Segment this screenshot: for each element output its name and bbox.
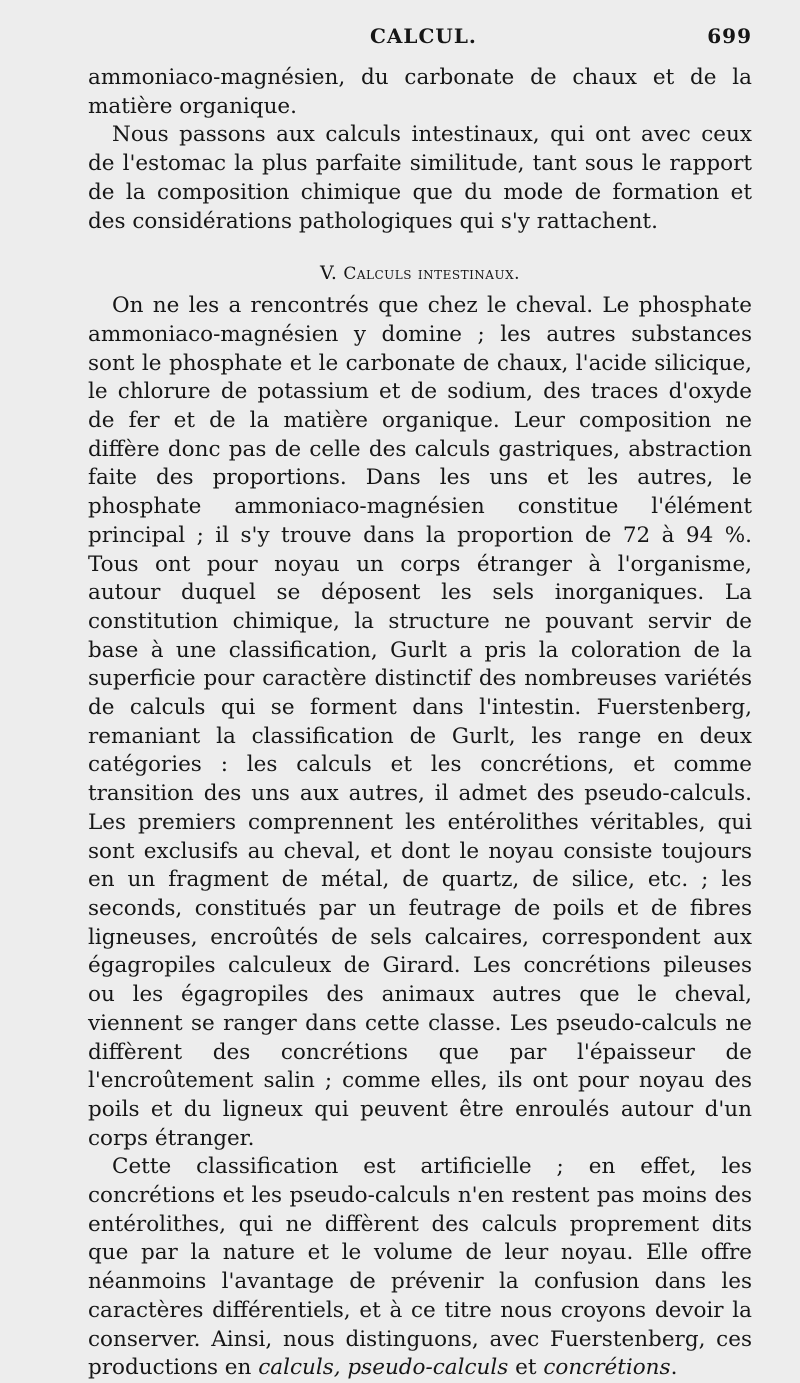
body-text (88, 64, 752, 1383)
section-title: Calculs intestinaux. (343, 264, 521, 285)
paragraph-intestinal-intro: Nous passons aux calculs intestinaux, qui ont avec ceux de l'estomac la plus parfaite similitude, tant sous le rapport de la composition chimique que du mode de formation et des considérations pathologiques qui s'y rattachent. (88, 122, 752, 234)
running-header (88, 24, 752, 64)
page-number: 699 (707, 24, 752, 48)
paragraph-classification-text: Cette classification est artificielle ; en effet, les concrétions et les pseudo-calculs n'en restent pas moins des entérolithes, qui ne diffèrent des calculs proprement dits que par la nature et le volume de leur noyau. Elle offre néanmoins l'avantage de prévenir la confusion dans les caractères différentiels, et à ce titre nous croyons devoir la conserver. Ainsi, nous distinguons, avec Fuerstenberg, ces productions en (88, 1154, 752, 1381)
paragraph-classification (88, 1153, 752, 1383)
final-period: . (670, 1355, 678, 1381)
paragraph-composition: On ne les a rencontrés que chez le cheval. Le phosphate ammoniaco-magnésien y domine ; les autres substances sont le phosphate et le carbonate de chaux, l'acide silicique, le chlorure de potassium et de sodium, des traces d'oxyde de fer et de la matière organique. Leur composition ne diffère donc pas de celle des calculs gastriques, abstraction faite des proportions. Dans les uns et les autres, le phosphate ammoniaco-magnésien constitue l'élément principal ; il s'y trouve dans la proportion de 72 à 94 %. Tous ont pour noyau un corps étranger à l'organisme, autour duquel se déposent les sels inorganiques. La constitution chimique, la structure ne pouvant servir de base à une classification, Gurlt a pris la coloration de la superficie pour caractère distinctif des nombreuses variétés de calculs qui se forment dans l'intestin. Fuerstenberg, remaniant la classification de Gurlt, les range en deux catégories : les calculs et les concrétions, et comme transition des uns aux autres, il admet des pseudo-calculs. Les premiers comprennent les entérolithes véritables, qui sont exclusifs au cheval, et dont le noyau consiste toujours en un fragment de métal, de quartz, de silice, etc. ; les seconds, constitués par un feutrage de poils et de fibres ligneuses, encroûtés de sels calcaires, correspondent aux égagropiles calculeux de Girard. Les concrétions pileuses ou les égagropiles des animaux autres que le cheval, viennent se ranger dans cette classe. Les pseudo-calculs ne diffèrent des concrétions que par l'épaisseur de l'encroûtement salin ; comme elles, ils ont pour noyau des poils et du ligneux qui peuvent être enroulés autour d'un corps étranger. (88, 293, 752, 1151)
paragraph-continuation: ammoniaco-magnésien, du carbonate de chaux et de la matière organique. (88, 65, 752, 119)
running-title: CALCUL. (370, 24, 477, 48)
conjunction-et: et (508, 1355, 544, 1381)
emphasis-concretions: concrétions (543, 1355, 671, 1381)
emphasis-calculs: calculs, pseudo-calculs (258, 1355, 509, 1381)
section-numeral: V. (319, 262, 338, 285)
section-heading (88, 262, 752, 284)
